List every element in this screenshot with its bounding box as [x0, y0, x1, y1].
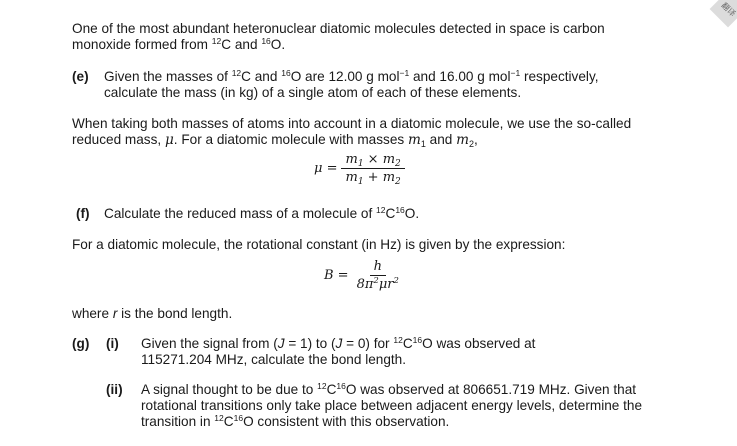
question-f-label: (f) — [76, 206, 90, 221]
rotational-constant-formula: B = $\frac{h}{8\pi^2\mu r^2}$ — [324, 259, 403, 292]
question-g-ii-line-2: rotational transitions only take place between adjacent energy levels, determine the — [141, 398, 643, 413]
question-e-line-1: Given the masses of $^{12}$C and $^{16}$O are 12.00 g mol$^{-1}$ and 16.00 g mol$^{-1}$ respectively, — [104, 68, 599, 84]
question-g-i-line-1: Given the signal from (J = 1) to (J = 0) for $^{12}C^{16}O$ was observed at — [141, 335, 536, 351]
question-g-ii-line-1: A signal thought to be due to $^{12}C^{16}O$ was observed at 806651.719 MHz. Given that — [141, 381, 637, 397]
intro-line-1: One of the most abundant heteronuclear diatomic molecules detected in space is carbon — [72, 21, 605, 36]
bond-length-note: where r is the bond length. — [72, 306, 233, 321]
rotational-constant-text: For a diatomic molecule, the rotational constant (in Hz) is given by the expression: — [72, 237, 566, 252]
question-g-i-line-2: 115271.204 MHz, calculate the bond length. — [141, 352, 407, 367]
question-g-ii-label: (ii) — [106, 382, 123, 397]
formula-mu-denominator: $m_1 + m_2$ — [345, 170, 401, 187]
formula-b-denominator: $8\pi^2\mu r^2$ — [356, 276, 399, 292]
reduced-mass-formula: μ = $\frac{m_1 \times m_2}{m_1 + m_2}$ — [314, 152, 405, 185]
reduced-mass-paragraph — [72, 116, 672, 148]
question-g-ii-line-3: transition in $^{12}C^{16}O$ consistent with this observation. — [141, 413, 450, 429]
question-f-text: Calculate the reduced mass of a molecule of $^{12}C^{16}O$. — [104, 205, 420, 221]
formula-b-numerator: h — [370, 259, 386, 276]
reduced-mass-line-2: reduced mass, μ. For a diatomic molecule with masses $m_1$ and $m_2$, — [72, 132, 478, 149]
question-e-line-2: calculate the mass (in kg) of a single atom of each of these elements. — [104, 85, 522, 100]
intro-paragraph — [72, 21, 672, 53]
reduced-mass-line-1: When taking both masses of atoms into account in a diatomic molecule, we use the so-called — [72, 116, 632, 131]
question-g-label: (g) — [72, 336, 90, 351]
question-e-label: (e) — [72, 69, 89, 84]
corner-badge-label: 翻译 — [719, 0, 737, 19]
formula-mu-numerator: $m_1 \times m_2$ — [341, 152, 404, 169]
intro-line-2: monoxide formed from $^{12}$C and $^{16}$O. — [72, 36, 286, 52]
question-g-i-label: (i) — [106, 336, 119, 351]
